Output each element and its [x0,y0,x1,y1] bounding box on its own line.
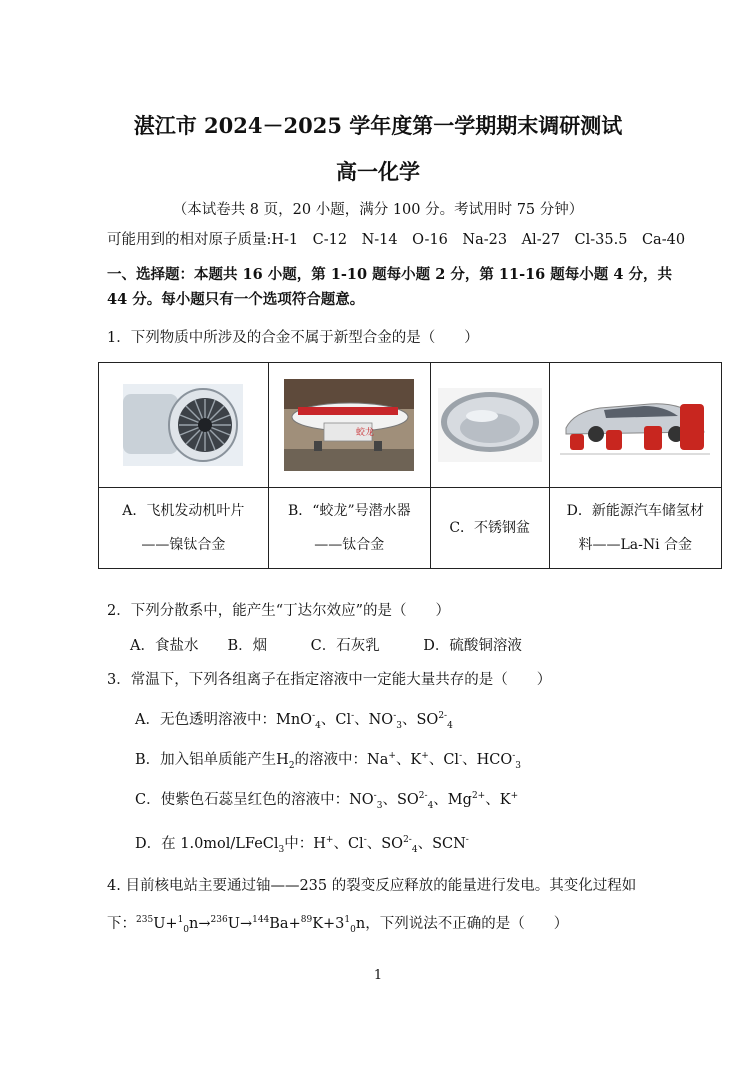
question-1-options-table [98,362,722,569]
option-d-image-cell [549,363,721,488]
option-b-prefix: B．加入铝单质能产生 [135,752,277,768]
section-heading-line1: 一、选择题：本题共 16 小题，第 1-10 题每小题 2 分，第 11-16 题每小题 4 分，共 [107,266,672,283]
question-4-line2-suffix: ，下列说法不正确的是（ ） [365,916,569,932]
exam-subject: 高一化学 [336,159,420,184]
option-d-line2: 料——La-Ni 合金 [578,537,693,553]
option-a-caption [99,488,269,569]
question-2-options: A．食盐水 B．烟 C．石灰乳 D．硫酸铜溶液 [130,638,522,654]
hydrogen-car-photo [560,388,710,462]
option-c-prefix: C．使紫色石蕊呈红色的溶液中： [135,792,350,808]
option-a-line1: A．飞机发动机叶片 [122,503,245,519]
option-a-prefix: A．无色透明溶液中： [135,712,276,728]
jet-engine-photo [123,384,243,466]
option-c-line1: C．不锈钢盆 [449,520,531,536]
page-number: 1 [373,968,383,983]
option-b-image-cell [268,363,430,488]
option-b-mid: 的溶液中： [294,752,368,768]
question-3-option-c: C．使紫色石蕊呈红色的溶液中：$NO^-_3$、$SO^{2-}_4$、$Mg^{2+}$、K+ [135,791,519,811]
option-c-image-cell [430,363,549,488]
question-3-option-d: D．在 1.0mol/LFeCl$_3$中：H+、Cl-、$SO^{2-}_4$、SCN- [135,835,469,855]
question-3-stem: 3．常温下，下列各组离子在指定溶液中一定能大量共存的是（ ） [107,672,552,688]
option-d-mid: 中： [284,836,314,852]
svg-text:蛟龙: 蛟龙 [356,428,375,438]
exam-title: 湛江市 2024－2025 学年度第一学期期末调研测试 [133,113,623,138]
question-4-line2-prefix: 下： [107,916,136,932]
option-d-prefix: D．在 1.0mol/LFeCl [135,836,279,852]
option-a-image-cell [99,363,269,488]
option-a-line2: ——镍钛合金 [141,537,226,553]
submersible-photo [284,379,414,471]
question-3-option-a: A．无色透明溶液中：MnO-$_4$、Cl-、$NO^-_3$、$SO^{2-}_4$ [135,711,453,731]
option-b-line2: ——钛合金 [314,537,385,553]
question-2-stem: 2．下列分散系中，能产生“丁达尔效应”的是（ ） [107,603,451,619]
exam-note: （本试卷共 8 页，20 小题，满分 100 分。考试用时 75 分钟） [172,202,584,218]
option-b-caption [268,488,430,569]
question-1-stem: 1．下列物质中所涉及的合金不属于新型合金的是（ ） [107,330,479,346]
option-d-line1: D．新能源汽车储氢材 [566,503,704,519]
option-d-caption [549,488,721,569]
steel-basin-photo [438,388,542,462]
question-3-option-b: B．加入铝单质能产生$H_2$的溶液中：Na+、K+、Cl-、$HCO^-_3$ [135,751,522,771]
atomic-mass-line: 可能用到的相对原子质量:H-1 C-12 N-14 O-16 Na-23 Al-27 Cl-35.5 Ca-40 [107,232,686,248]
section-heading-line2: 44 分。每小题只有一个选项符合题意。 [107,291,365,308]
question-4-line1: 4. 目前核电站主要通过铀——235 的裂变反应释放的能量进行发电。其变化过程如 [107,878,637,894]
question-4-line2: 下：$^{235}U+^1_0n\to^{236}U\to^{144}Ba+^{89}K+3^1_0n$，下列说法不正确的是（ ） [107,915,569,935]
option-c-caption [430,488,549,569]
option-b-line1: B．“蛟龙”号潜水器 [288,503,411,519]
